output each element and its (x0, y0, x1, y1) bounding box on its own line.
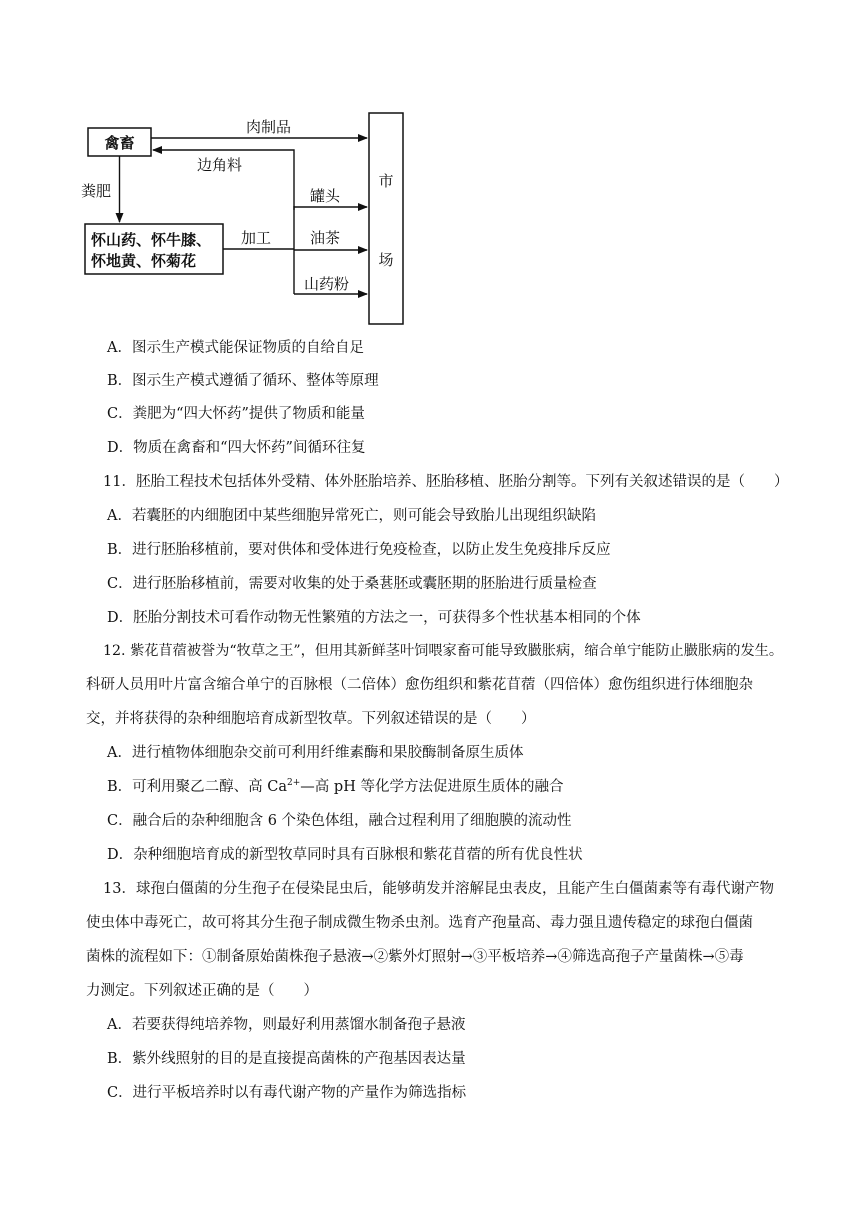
yam-powder-label: 山药粉 (304, 275, 350, 293)
market-label-2: 场 (378, 251, 394, 269)
q12-option-b-pre: B．可利用聚乙二醇、高 Ca (107, 779, 288, 795)
q12-option-a: A．进行植物体细胞杂交前可利用纤维素酶和果胶酶制备原生质体 (107, 745, 524, 761)
market-box (369, 113, 403, 324)
process-label: 加工 (241, 229, 272, 247)
q11-option-c: C．进行胚胎移植前，需要对收集的处于桑葚胚或囊胚期的胚胎进行质量检查 (107, 576, 597, 592)
q13-stem-line1: 13．球孢白僵菌的分生孢子在侵染昆虫后，能够萌发并溶解昆虫表皮，且能产生白僵菌素等有毒代谢产物 (103, 881, 774, 897)
q11-option-a: A．若囊胚的内细胞团中某些细胞异常死亡，则可能会导致胎儿出现组织缺陷 (107, 508, 596, 524)
herbs-label-line1: 怀山药、怀牛膝、 (91, 231, 212, 249)
q12-option-b-post: —高 pH 等化学方法促进原生质体的融合 (300, 779, 564, 795)
q11-option-b: B．进行胚胎移植前，要对供体和受体进行免疫检查，以防止发生免疫排斥反应 (107, 542, 611, 558)
q11-option-d: D．胚胎分割技术可看作动物无性繁殖的方法之一，可获得多个性状基本相同的个体 (107, 610, 641, 626)
q13-option-a: A．若要获得纯培养物，则最好利用蒸馏水制备孢子悬液 (107, 1017, 466, 1033)
manure-label: 粪肥 (81, 182, 112, 200)
q10-option-d: D．物质在禽畜和“四大怀药”间循环往复 (107, 440, 366, 456)
q13-option-c: C．进行平板培养时以有毒代谢产物的产量作为筛选指标 (107, 1085, 467, 1101)
q13-option-b: B．紫外线照射的目的是直接提高菌株的产孢基因表达量 (107, 1051, 466, 1067)
q12-stem-line3: 交，并将获得的杂种细胞培育成新型牧草。下列叙述错误的是（ ） (86, 711, 536, 727)
livestock-label: 禽畜 (104, 134, 135, 152)
q12-option-b-sup: 2+ (287, 778, 301, 788)
herbs-label-line2: 怀地黄、怀菊花 (91, 252, 197, 270)
q12-stem-line1: 12. 紫花苜蓿被誉为“牧草之王”，但用其新鲜茎叶饲喂家畜可能导致臌胀病，缩合单宁能防止臌胀病的发生。 (103, 643, 784, 659)
q13-stem-line2: 使虫体中毒死亡，故可将其分生孢子制成微生物杀虫剂。选育产孢量高、毒力强且遗传稳定的球孢白僵菌 (86, 915, 753, 931)
q12-stem-line2: 科研人员用叶片富含缩合单宁的百脉根（二倍体）愈伤组织和紫花苜蓿（四倍体）愈伤组织进行体细胞杂 (86, 677, 753, 693)
q13-stem-line3: 菌株的流程如下：①制备原始菌株孢子悬液→②紫外灯照射→③平板培养→④筛选高孢子产量菌株→⑤毒 (86, 949, 744, 965)
q12-option-c: C．融合后的杂种细胞含 6 个染色体组，融合过程利用了细胞膜的流动性 (107, 813, 572, 829)
scraps-label: 边角料 (197, 156, 243, 174)
meat-label: 肉制品 (246, 118, 292, 136)
q13-stem-line4: 力测定。下列叙述正确的是（ ） (86, 983, 318, 999)
production-flow-diagram (0, 0, 860, 340)
q12-option-b (107, 777, 563, 797)
q10-option-a: A．图示生产模式能保证物质的自给自足 (107, 340, 364, 356)
market-label-1: 市 (378, 172, 394, 190)
q10-option-c: C．粪肥为“四大怀药”提供了物质和能量 (107, 406, 365, 422)
q10-option-b: B．图示生产模式遵循了循环、整体等原理 (107, 373, 379, 389)
cans-label: 罐头 (310, 187, 341, 205)
q12-option-d: D．杂种细胞培育成的新型牧草同时具有百脉根和紫花苜蓿的所有优良性状 (107, 847, 583, 863)
q11-stem: 11．胚胎工程技术包括体外受精、体外胚胎培养、胚胎移植、胚胎分割等。下列有关叙述错误的是（ ） (103, 474, 789, 490)
oil-tea-label: 油茶 (310, 229, 341, 247)
